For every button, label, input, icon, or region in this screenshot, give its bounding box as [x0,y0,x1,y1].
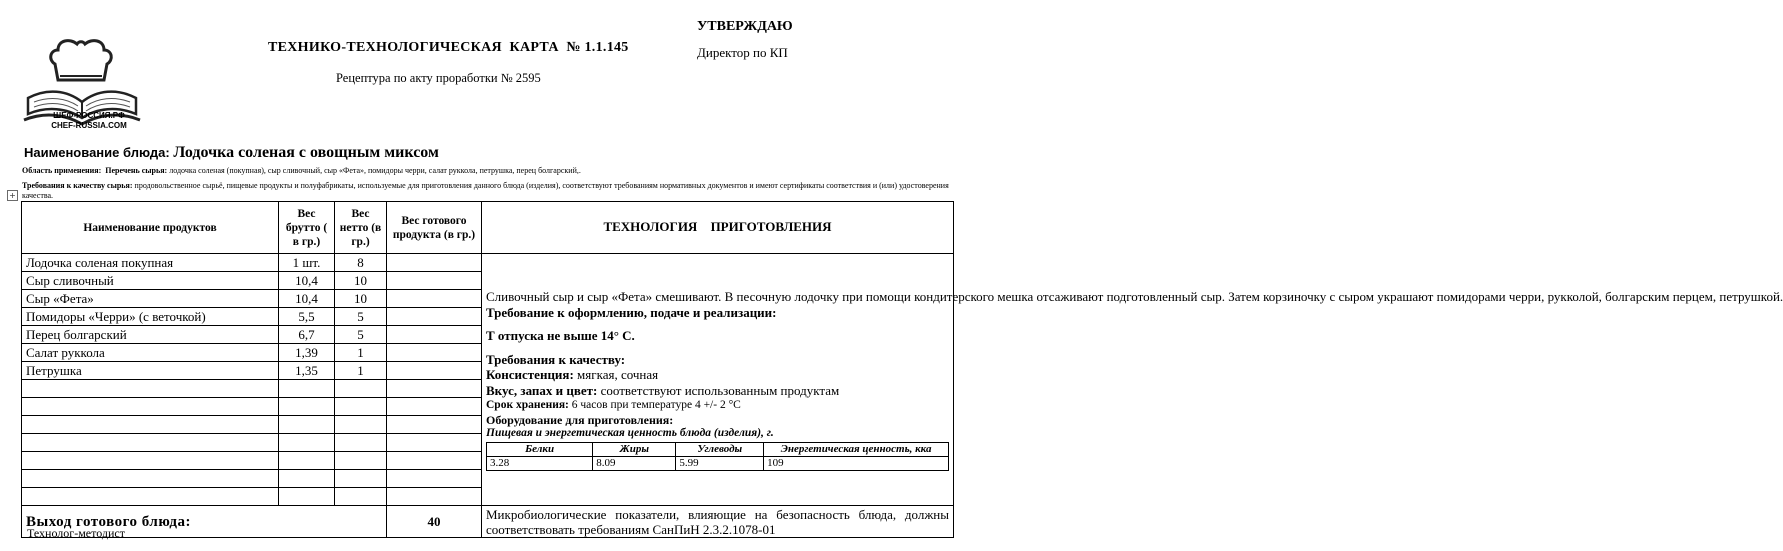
cell-name [22,434,279,452]
cell-brutto: 10,4 [279,272,335,290]
yield-value: 40 [387,506,482,538]
cell-finished [387,488,482,506]
approve-label: УТВЕРЖДАЮ [697,19,793,34]
card-subtitle: Рецептура по акту проработки № 2595 [336,71,541,85]
storage-value: 6 часов при температуре 4 +/- 2 °С [568,398,741,411]
dish-label: Наименование блюда: [24,145,170,160]
nutrition-header: Энергетическая ценность, кка [764,442,949,456]
taste-value: соответствуют использованным продуктам [597,382,840,398]
serving-label: Требование к оформлению, подаче и реализации: [486,304,777,320]
storage-line [486,398,949,413]
cell-netto: 1 [335,344,387,362]
cell-netto [335,398,387,416]
serving-temp: Т отпуска не выше 14° С. [486,327,635,343]
logo-line2: CHEF-RUSSIA.COM [51,121,127,130]
card-title: ТЕХНИКО-ТЕХНОЛОГИЧЕСКАЯ КАРТА № 1.1.145 [268,40,629,55]
cell-finished [387,380,482,398]
nutrition-header: Жиры [593,442,676,456]
cell-netto: 5 [335,326,387,344]
logo-caption [30,111,148,131]
header-technology [482,202,954,254]
nutrition-label: Пищевая и энергетическая ценность блюда (изделия), г. [486,426,774,439]
quality-label: Требования к качеству: [486,351,626,367]
recipe-table [21,201,1783,538]
cell-netto: 10 [335,272,387,290]
cell-name [22,452,279,470]
cell-netto: 10 [335,290,387,308]
cell-brutto: 1,35 [279,362,335,380]
cell-netto [335,452,387,470]
cell-brutto [279,380,335,398]
cell-finished [387,290,482,308]
cell-netto [335,434,387,452]
cell-name [22,416,279,434]
cell-brutto [279,398,335,416]
taste-line [486,383,949,398]
nutrition-value-row [487,456,949,470]
cell-name [22,380,279,398]
cell-netto: 1 [335,362,387,380]
nutrition-table [486,442,949,471]
cell-name: Салат руккола [22,344,279,362]
cell-name [22,398,279,416]
yield-label: Выход готового блюда: [26,513,192,530]
cell-brutto: 5,5 [279,308,335,326]
requirements-text: продовольственное сырьё, пищевые продукты и полуфабрикаты, используемые для приготовления данного блюда (изделия), соответствуют требованиям нормативных документов и имеют сертификаты соответствия и (или) удостоверения качества. [22,181,949,200]
table-header-row [22,202,954,254]
cell-finished [387,452,482,470]
director-label: Директор по КП [697,45,788,60]
area-label: Область применения: [22,166,102,175]
cell-finished [387,308,482,326]
dish-name-line [24,144,439,162]
cell-finished [387,398,482,416]
cell-brutto: 1,39 [279,344,335,362]
cell-finished [387,416,482,434]
cell-netto: 5 [335,308,387,326]
cell-finished [387,254,482,272]
cell-netto [335,416,387,434]
cell-name: Сыр сливочный [22,272,279,290]
cell-finished [387,362,482,380]
cell-netto [335,380,387,398]
raw-list-text: лодочка соленая (покупная), сыр сливочный, сыр «Фета», помидоры черри, салат руккола, петрушка, перец болгарский,. [169,166,581,175]
nutrition-header: Белки [487,442,593,456]
storage-label: Срок хранения: [486,398,569,411]
yield-row [22,506,954,538]
cell-brutto [279,416,335,434]
cell-name [22,488,279,506]
application-area [22,166,952,176]
cell-brutto [279,434,335,452]
cell-brutto: 10,4 [279,290,335,308]
cell-brutto [279,452,335,470]
dish-value: Лодочка соленая с овощным миксом [173,144,439,161]
consistency-label: Консистенция: [486,366,574,382]
technology-text: Сливочный сыр и сыр «Фета» смешивают. В песочную лодочку при помощи кондитерского мешка отсаживают подготовленный сыр. Затем корзиночку с сыром украшают помидорами черри, рукколой, болгарским перцем, петрушкой. [486,288,1783,304]
technology-title: ТЕХНОЛОГИЯ ПРИГОТОВЛЕНИЯ [603,219,832,234]
nutrition-value: 8.09 [593,456,676,470]
taste-label: Вкус, запах и цвет: [486,382,598,398]
cell-brutto [279,470,335,488]
consistency-value: мягкая, сочная [573,366,659,382]
table-row [22,254,954,272]
cell-name: Петрушка [22,362,279,380]
header-netto: Вес нетто (в гр.) [335,202,387,254]
cell-finished [387,434,482,452]
technologist-label: Технолог-методист [27,526,125,540]
header-finished: Вес готового продукта (в гр.) [387,202,482,254]
cell-name: Перец болгарский [22,326,279,344]
cell-finished [387,344,482,362]
cell-finished [387,272,482,290]
cell-name [22,470,279,488]
raw-requirements [22,181,952,201]
cell-brutto [279,488,335,506]
nutrition-value: 109 [764,456,949,470]
nutrition-header: Углеводы [676,442,764,456]
micro-requirements: Микробиологические показатели, влияющие на безопасность блюда, должны соответствовать требованиям СанПиН 2.3.2.1078-01 [482,506,954,538]
equipment-label: Оборудование для приготовления: [486,412,674,427]
cell-finished [387,470,482,488]
consistency-line [486,367,949,382]
requirements-label: Требования к качеству сырья: [22,181,133,190]
cell-name: Лодочка соленая покупная [22,254,279,272]
technology-cell [482,254,1783,506]
nutrition-value: 3.28 [487,456,593,470]
nutrition-value: 5.99 [676,456,764,470]
logo-line1: ШЕФ-РОССИЯ.РФ [53,111,125,120]
cell-name: Помидоры «Черри» (с веточкой) [22,308,279,326]
table-move-handle-icon[interactable]: + [7,190,18,201]
cell-netto: 8 [335,254,387,272]
cell-name: Сыр «Фета» [22,290,279,308]
header-name: Наименование продуктов [22,202,279,254]
raw-list-label: Перечень сырья: [105,166,168,175]
cell-netto [335,488,387,506]
cell-finished [387,326,482,344]
header-brutto: Вес брутто ( в гр.) [279,202,335,254]
cell-brutto: 1 шт. [279,254,335,272]
cell-netto [335,470,387,488]
cell-brutto: 6,7 [279,326,335,344]
nutrition-header-row [487,442,949,456]
